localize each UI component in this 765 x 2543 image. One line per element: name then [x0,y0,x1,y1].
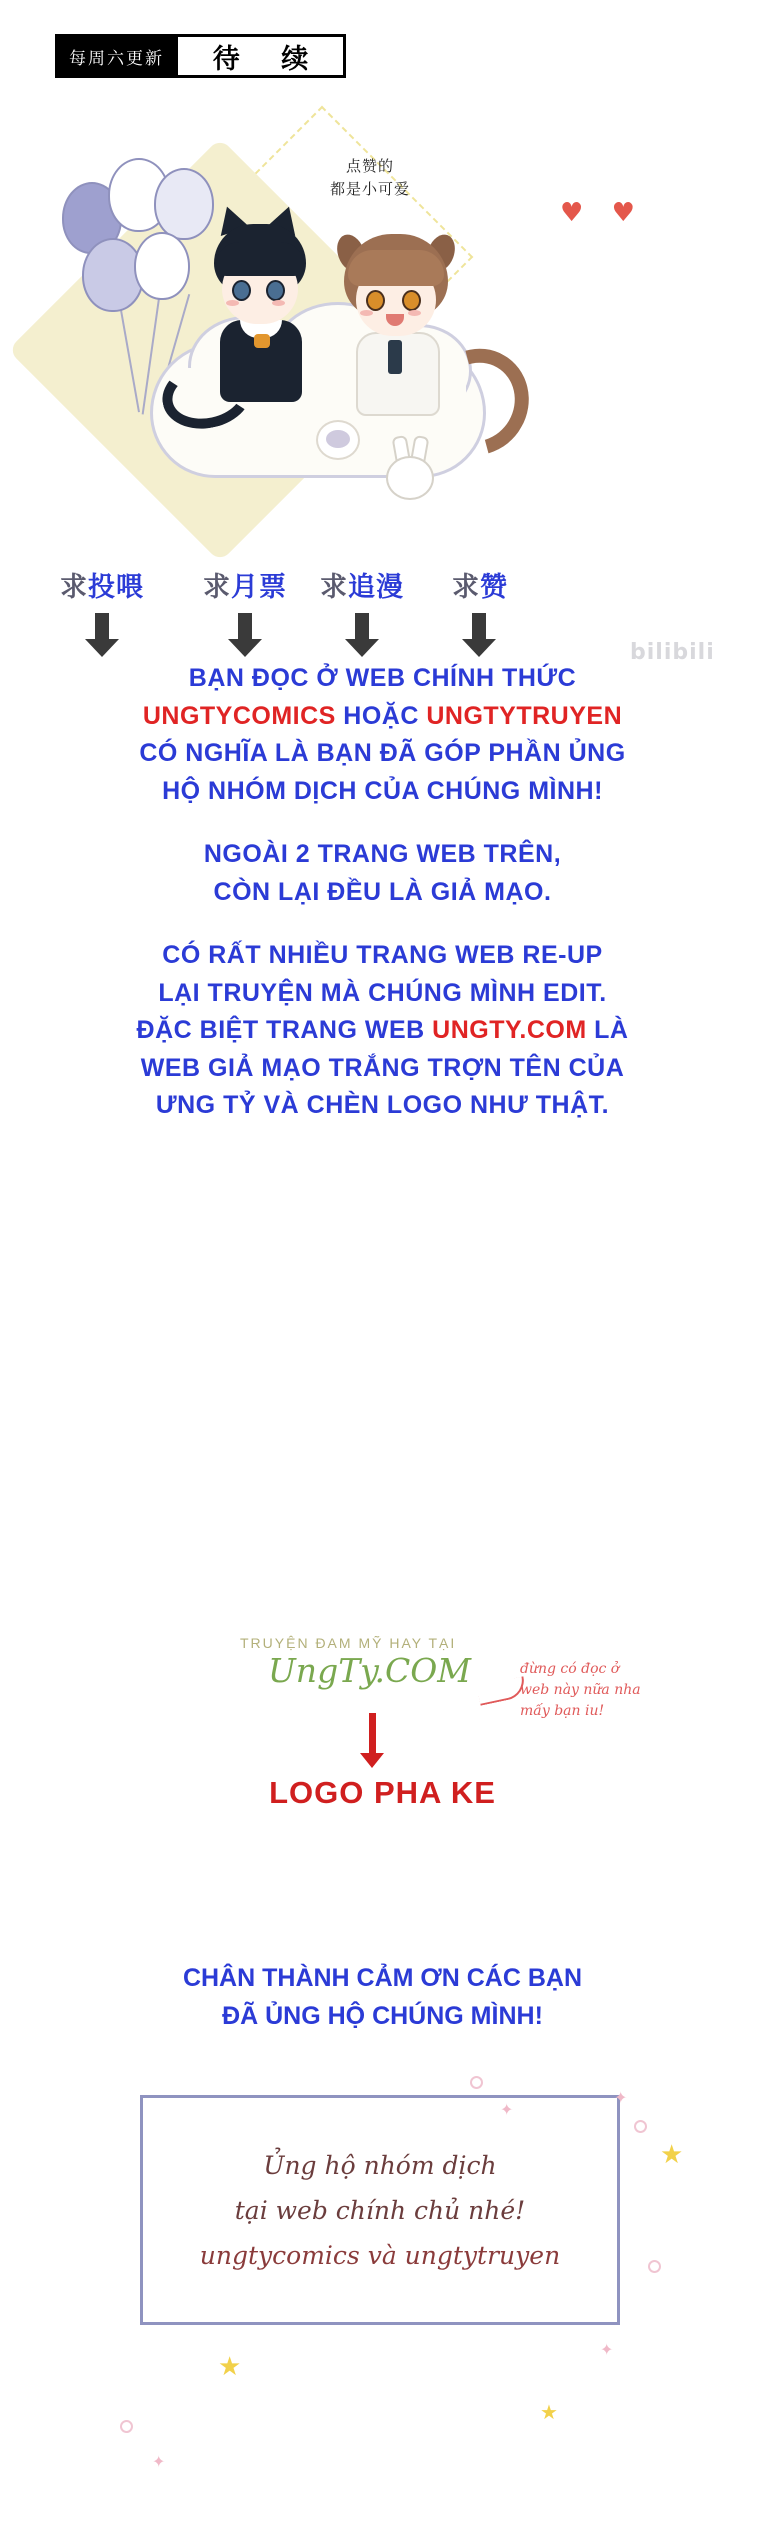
fake-site-name: UNGTY.COM [432,1016,587,1044]
down-arrow-icon [228,613,262,657]
warning-line-1: đừng có đọc ở [520,1661,620,1677]
paw-icon [316,420,360,460]
bunny-plush [380,442,436,498]
character-eye-right [402,290,421,311]
cta-keyword: 赞 [480,572,508,603]
character-blush-right [272,300,285,306]
official-site-notice [0,660,765,1151]
sparkle-icon: ✦ [500,2100,514,2119]
character-eye-left [232,280,251,301]
cta-keyword: 月票 [231,572,287,603]
chapter-end-illustration [0,120,765,540]
character-cat-boy [196,216,326,406]
down-arrow-icon [355,1713,389,1768]
down-arrow-icon [345,613,379,657]
fake-logo-text: UngTy.COM [268,1651,472,1690]
circle-decoration [470,2076,483,2089]
character-eye-right [266,280,285,301]
character-fringe [216,242,304,276]
circle-decoration [120,2420,133,2433]
cta-prefix: 求 [60,572,88,603]
support-line-2: tại web chính chủ nhé! [234,2195,526,2225]
balloon-icon [134,232,190,300]
notice-conjunction: HOẶC [335,701,427,730]
star-icon: ★ [540,2400,558,2424]
cta-keyword: 追漫 [348,572,404,603]
circle-decoration [634,2120,647,2133]
notice-line: LẠI TRUYỆN MÀ CHÚNG MÌNH EDIT. [158,978,607,1007]
cta-keyword: 投喂 [88,572,144,603]
notice-line: ĐẶC BIỆT TRANG WEB [136,1016,433,1044]
character-blush-right [408,310,421,316]
sparkle-icon: ✦ [614,2088,628,2107]
fake-logo-callout [0,1635,765,1895]
character-blush-left [360,310,373,316]
cta-like[interactable] [400,565,560,604]
notice-line: LÀ [586,1016,629,1044]
notice-line: BẠN ĐỌC Ở WEB CHÍNH THỨC [188,664,577,692]
update-schedule-label: 每周六更新 [55,34,178,78]
site-name-ungtytruyen: UNGTYTRUYEN [426,701,623,730]
star-icon: ★ [660,2140,684,2170]
speech-bubble-text [330,155,410,200]
speech-line-2: 都是小可爱 [330,179,411,198]
warning-line-2: web này nữa nha [520,1682,641,1698]
thanks-line-1: CHÂN THÀNH CẢM ƠN CÁC BẠN [182,1964,583,1992]
character-fringe [348,250,444,286]
cta-prefix: 求 [452,572,480,603]
character-bow [254,334,270,348]
star-icon: ★ [218,2352,242,2382]
down-arrow-icon [85,613,119,657]
down-arrow-icon [462,613,496,657]
notice-line: CÓ NGHĨA LÀ BẠN ĐÃ GÓP PHẦN ỦNG [139,739,626,767]
support-frame-box [140,2095,620,2325]
fake-logo-tagline: TRUYỆN ĐAM MỸ HAY TẠI [240,1635,457,1651]
notice-paragraph-3 [0,937,765,1125]
character-blush-left [226,300,239,306]
chapter-status-banner [55,34,346,78]
notice-line: NGOÀI 2 TRANG WEB TRÊN, [203,840,562,868]
sparkle-icon: ✦ [152,2452,166,2471]
notice-line: WEB GIẢ MẠO TRẮNG TRỢN TÊN CỦA [140,1053,625,1082]
cta-feed[interactable] [22,565,182,604]
hearts-decoration: ♥ ♥ [560,198,645,228]
notice-line: ƯNG TỶ VÀ CHÈN LOGO NHƯ THẬT. [155,1091,610,1119]
notice-paragraph-2 [0,836,765,911]
support-call-to-action-row [0,555,765,675]
cta-prefix: 求 [320,572,348,603]
circle-decoration [648,2260,661,2273]
site-name-ungtycomics: UNGTYCOMICS [142,701,336,730]
notice-paragraph-1 [0,660,765,810]
notice-line: HỘ NHÓM DỊCH CỦA CHÚNG MÌNH! [162,776,603,805]
fake-logo-warning-note [520,1659,641,1722]
support-line-1: Ủng hộ nhóm dịch [263,2150,497,2180]
notice-line: CÒN LẠI ĐỀU LÀ GIẢ MẠO. [213,877,552,906]
support-frame-text [143,2098,617,2322]
character-eye-left [366,290,385,311]
to-be-continued-label: 待 续 [178,34,346,78]
speech-line-1: 点赞的 [346,157,395,175]
character-tie [388,340,402,374]
bunny-body [386,456,434,500]
warning-line-3: mấy bạn iu! [520,1703,605,1719]
sparkle-icon: ✦ [600,2340,614,2359]
thanks-line-2: ĐÃ ỦNG HỘ CHÚNG MÌNH! [222,2001,543,2030]
cta-prefix: 求 [203,572,231,603]
fake-logo-label: LOGO PHA KE [269,1775,496,1810]
character-dog-boy [330,228,480,418]
bilibili-watermark: bilibili [630,640,715,665]
notice-line: CÓ RẤT NHIỀU TRANG WEB RE-UP [162,941,603,969]
support-line-3: ungtycomics và ungtytruyen [199,2240,561,2270]
thank-you-message [0,1960,765,2035]
